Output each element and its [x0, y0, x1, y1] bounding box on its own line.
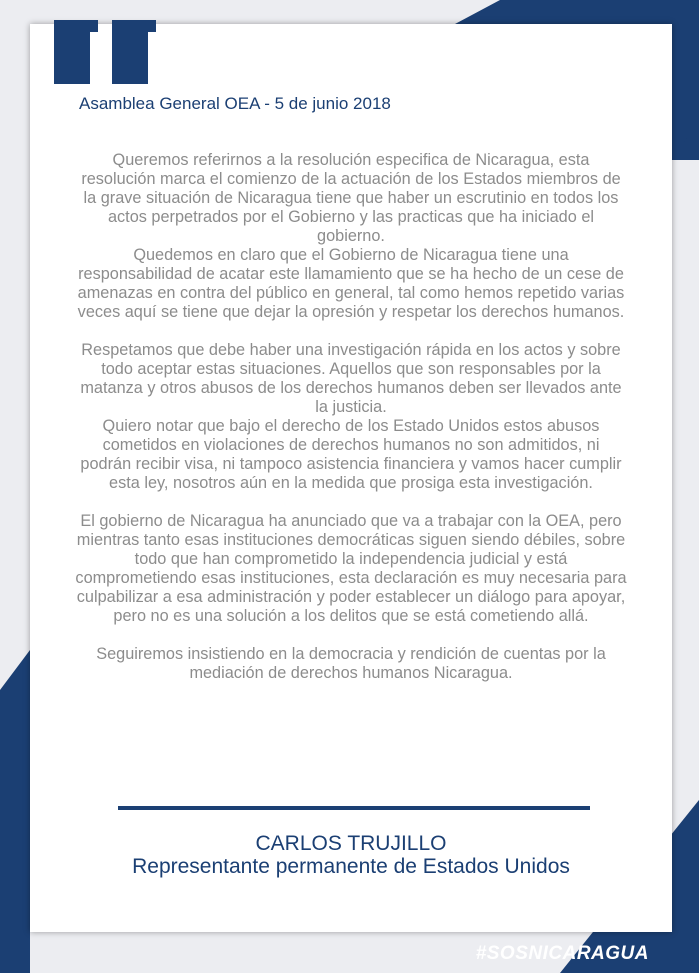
event-title: Asamblea General OEA - 5 de junio 2018: [79, 94, 391, 113]
paragraph-3: Respetamos que debe haber una investigación rápida en los actos y sobre todo aceptar estas situaciones. Aquellos que son responsables por la matanza y otros abusos de los derechos humanos deben ser llevados ante la justicia.: [80, 341, 622, 416]
statement-body: [75, 151, 627, 683]
paragraph-6: Seguiremos insistiendo en la democracia y rendición de cuentas por la mediación de derechos humanos Nicaragua.: [96, 645, 606, 682]
paragraph-5: El gobierno de Nicaragua ha anunciado que va a trabajar con la OEA, pero mientras tanto esas instituciones democráticas siguen siendo débiles, sobre todo que han comprometido la independencia judicial y está comprometiendo esas instituciones, esta declaración es muy necesaria para culpabilizar a esa administración y poder establecer un diálogo para apoyar, pero no es una solución a los delitos que se está cometiendo allá.: [75, 512, 627, 625]
statement-card: [30, 24, 672, 932]
paragraph-2: Quedemos en claro que el Gobierno de Nicaragua tiene una responsabilidad de acatar este llamamiento que se ha hecho de un cese de amenazas en contra del público en general, tal como hemos repetido varias veces aquí se tiene que dejar la opresión y respetar los derechos humanos.: [77, 246, 625, 321]
hashtag-label: #SOSNICARAGUA: [475, 943, 649, 964]
paragraph-4: Quiero notar que bajo el derecho de los Estado Unidos estos abusos cometidos en violaciones de derechos humanos no son admitidos, ni podrán recibir visa, ni tampoco asistencia financiera y vamos hacer cumplir esta ley, nosotros aún en la medida que prosiga esta investigación.: [80, 417, 622, 492]
quote-icon: [52, 18, 162, 88]
paragraph-1: Queremos referirnos a la resolución especifica de Nicaragua, esta resolución marca el comienzo de la actuación de los Estados miembros de la grave situación de Nicaragua tiene que haber un escrutinio en todos los actos perpetrados por el Gobierno y las practicas que ha iniciado el gobierno.: [81, 151, 621, 245]
signatory-title: Representante permanente de Estados Unidos: [132, 855, 570, 878]
signatory-name: CARLOS TRUJILLO: [255, 832, 447, 855]
signature-divider: [118, 806, 590, 810]
